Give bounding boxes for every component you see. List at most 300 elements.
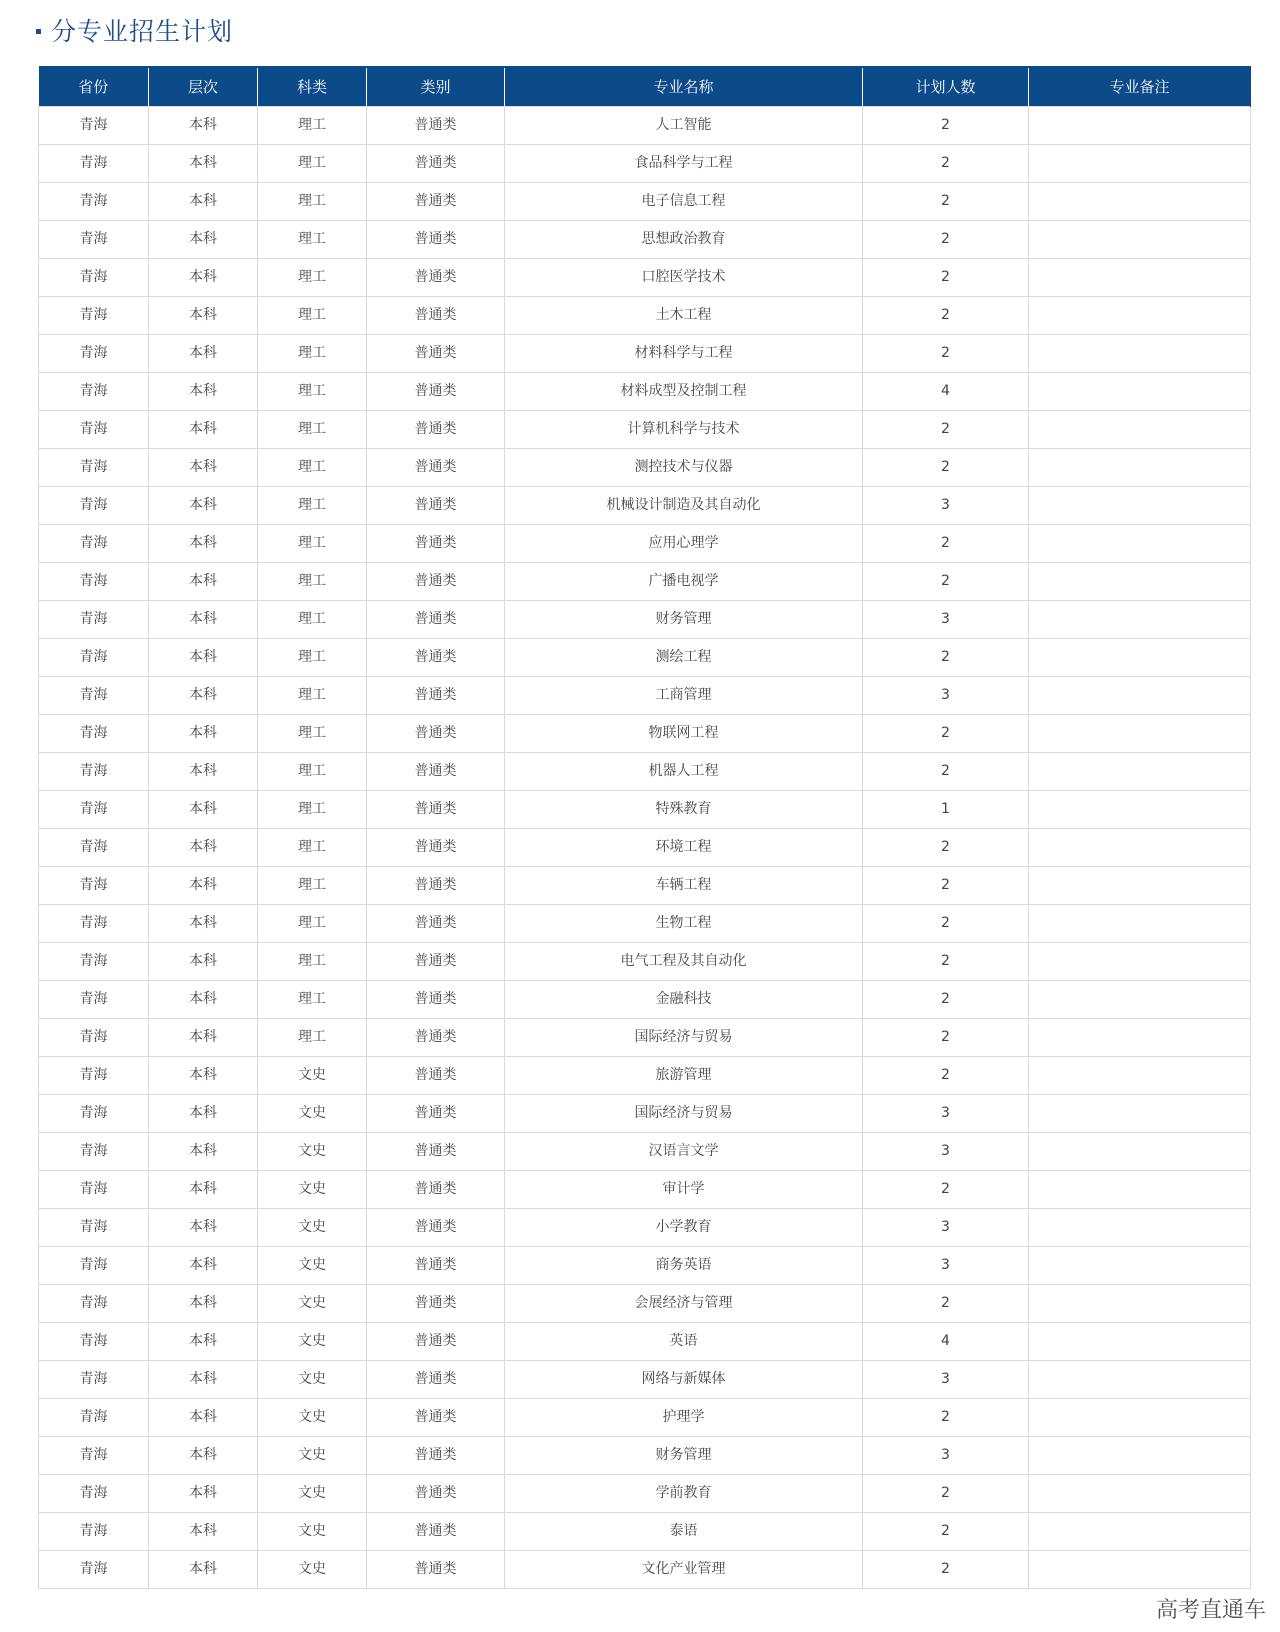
cell-level: 本科 xyxy=(149,258,258,296)
cell-province: 青海 xyxy=(39,1512,149,1550)
cell-type: 普通类 xyxy=(367,1474,505,1512)
cell-major-name: 生物工程 xyxy=(505,904,863,942)
table-row xyxy=(39,942,1251,980)
cell-major-name: 文化产业管理 xyxy=(505,1550,863,1588)
cell-major-notes xyxy=(1029,638,1251,676)
cell-level: 本科 xyxy=(149,448,258,486)
cell-major-notes xyxy=(1029,524,1251,562)
cell-major-name: 商务英语 xyxy=(505,1246,863,1284)
cell-major-notes xyxy=(1029,1512,1251,1550)
cell-province: 青海 xyxy=(39,638,149,676)
cell-major-name: 泰语 xyxy=(505,1512,863,1550)
cell-type: 普通类 xyxy=(367,600,505,638)
cell-level: 本科 xyxy=(149,372,258,410)
cell-category: 文史 xyxy=(258,1436,367,1474)
cell-type: 普通类 xyxy=(367,866,505,904)
cell-major-name: 材料科学与工程 xyxy=(505,334,863,372)
cell-major-name: 财务管理 xyxy=(505,1436,863,1474)
cell-major-notes xyxy=(1029,1056,1251,1094)
table-row xyxy=(39,410,1251,448)
cell-type: 普通类 xyxy=(367,562,505,600)
table-row xyxy=(39,448,1251,486)
cell-level: 本科 xyxy=(149,1550,258,1588)
cell-major-name: 审计学 xyxy=(505,1170,863,1208)
cell-province: 青海 xyxy=(39,980,149,1018)
cell-category: 文史 xyxy=(258,1132,367,1170)
cell-plan-count: 2 xyxy=(863,866,1029,904)
cell-major-notes xyxy=(1029,980,1251,1018)
cell-major-name: 机器人工程 xyxy=(505,752,863,790)
cell-type: 普通类 xyxy=(367,828,505,866)
cell-province: 青海 xyxy=(39,714,149,752)
cell-type: 普通类 xyxy=(367,638,505,676)
cell-province: 青海 xyxy=(39,334,149,372)
cell-category: 文史 xyxy=(258,1246,367,1284)
cell-level: 本科 xyxy=(149,714,258,752)
cell-plan-count: 2 xyxy=(863,220,1029,258)
table-row xyxy=(39,1056,1251,1094)
table-row xyxy=(39,258,1251,296)
page-title: 分专业招生计划 xyxy=(51,17,234,46)
cell-province: 青海 xyxy=(39,524,149,562)
cell-level: 本科 xyxy=(149,486,258,524)
cell-plan-count: 3 xyxy=(863,1360,1029,1398)
table-row xyxy=(39,106,1251,144)
cell-level: 本科 xyxy=(149,1436,258,1474)
cell-plan-count: 2 xyxy=(863,334,1029,372)
table-row xyxy=(39,1170,1251,1208)
cell-plan-count: 2 xyxy=(863,448,1029,486)
cell-province: 青海 xyxy=(39,220,149,258)
cell-major-notes xyxy=(1029,258,1251,296)
cell-plan-count: 2 xyxy=(863,1018,1029,1056)
cell-province: 青海 xyxy=(39,410,149,448)
cell-type: 普通类 xyxy=(367,334,505,372)
cell-major-notes xyxy=(1029,1170,1251,1208)
cell-major-name: 国际经济与贸易 xyxy=(505,1094,863,1132)
title-bullet-icon xyxy=(36,29,41,34)
cell-type: 普通类 xyxy=(367,1132,505,1170)
cell-major-notes xyxy=(1029,1550,1251,1588)
cell-category: 文史 xyxy=(258,1360,367,1398)
cell-major-name: 物联网工程 xyxy=(505,714,863,752)
cell-level: 本科 xyxy=(149,1398,258,1436)
cell-level: 本科 xyxy=(149,1322,258,1360)
table-row xyxy=(39,1398,1251,1436)
cell-plan-count: 2 xyxy=(863,258,1029,296)
header-major-name: 专业名称 xyxy=(505,67,863,106)
cell-level: 本科 xyxy=(149,866,258,904)
cell-category: 理工 xyxy=(258,144,367,182)
cell-level: 本科 xyxy=(149,1284,258,1322)
cell-category: 文史 xyxy=(258,1550,367,1588)
table-row xyxy=(39,1094,1251,1132)
cell-level: 本科 xyxy=(149,1474,258,1512)
table-row xyxy=(39,1322,1251,1360)
cell-level: 本科 xyxy=(149,1170,258,1208)
cell-plan-count: 2 xyxy=(863,1512,1029,1550)
cell-type: 普通类 xyxy=(367,1170,505,1208)
table-row xyxy=(39,1550,1251,1588)
cell-major-notes xyxy=(1029,1398,1251,1436)
cell-type: 普通类 xyxy=(367,1550,505,1588)
cell-level: 本科 xyxy=(149,182,258,220)
cell-level: 本科 xyxy=(149,638,258,676)
cell-type: 普通类 xyxy=(367,904,505,942)
cell-type: 普通类 xyxy=(367,106,505,144)
cell-province: 青海 xyxy=(39,676,149,714)
cell-category: 理工 xyxy=(258,334,367,372)
cell-level: 本科 xyxy=(149,828,258,866)
table-row xyxy=(39,334,1251,372)
cell-category: 文史 xyxy=(258,1398,367,1436)
cell-plan-count: 2 xyxy=(863,410,1029,448)
cell-plan-count: 2 xyxy=(863,1550,1029,1588)
cell-major-notes xyxy=(1029,942,1251,980)
table-row xyxy=(39,1018,1251,1056)
cell-category: 文史 xyxy=(258,1208,367,1246)
cell-type: 普通类 xyxy=(367,980,505,1018)
table-row xyxy=(39,296,1251,334)
cell-category: 理工 xyxy=(258,866,367,904)
cell-category: 理工 xyxy=(258,562,367,600)
cell-category: 文史 xyxy=(258,1512,367,1550)
cell-category: 理工 xyxy=(258,904,367,942)
cell-plan-count: 2 xyxy=(863,106,1029,144)
cell-province: 青海 xyxy=(39,1474,149,1512)
cell-plan-count: 3 xyxy=(863,486,1029,524)
cell-plan-count: 1 xyxy=(863,790,1029,828)
cell-plan-count: 2 xyxy=(863,1474,1029,1512)
table-row xyxy=(39,182,1251,220)
cell-major-notes xyxy=(1029,904,1251,942)
cell-province: 青海 xyxy=(39,486,149,524)
table-row xyxy=(39,828,1251,866)
table-body xyxy=(39,106,1251,1588)
cell-type: 普通类 xyxy=(367,524,505,562)
enrollment-plan-table xyxy=(38,66,1251,1589)
cell-province: 青海 xyxy=(39,106,149,144)
cell-province: 青海 xyxy=(39,1056,149,1094)
table-row xyxy=(39,372,1251,410)
cell-major-name: 财务管理 xyxy=(505,600,863,638)
cell-province: 青海 xyxy=(39,1132,149,1170)
cell-category: 文史 xyxy=(258,1170,367,1208)
cell-category: 文史 xyxy=(258,1474,367,1512)
cell-major-notes xyxy=(1029,220,1251,258)
cell-major-notes xyxy=(1029,410,1251,448)
cell-province: 青海 xyxy=(39,258,149,296)
cell-plan-count: 4 xyxy=(863,1322,1029,1360)
cell-major-notes xyxy=(1029,1474,1251,1512)
cell-type: 普通类 xyxy=(367,676,505,714)
cell-major-notes xyxy=(1029,676,1251,714)
table-row xyxy=(39,600,1251,638)
header-major-notes: 专业备注 xyxy=(1029,67,1251,106)
cell-major-notes xyxy=(1029,1360,1251,1398)
cell-category: 理工 xyxy=(258,486,367,524)
cell-level: 本科 xyxy=(149,1094,258,1132)
cell-level: 本科 xyxy=(149,1018,258,1056)
cell-major-name: 电气工程及其自动化 xyxy=(505,942,863,980)
cell-level: 本科 xyxy=(149,904,258,942)
header-level: 层次 xyxy=(149,67,258,106)
cell-level: 本科 xyxy=(149,524,258,562)
cell-category: 理工 xyxy=(258,942,367,980)
cell-plan-count: 2 xyxy=(863,182,1029,220)
enrollment-plan-table-container xyxy=(38,66,1250,1589)
table-header xyxy=(39,67,1251,106)
cell-plan-count: 2 xyxy=(863,714,1029,752)
cell-province: 青海 xyxy=(39,1170,149,1208)
cell-type: 普通类 xyxy=(367,296,505,334)
cell-category: 文史 xyxy=(258,1284,367,1322)
cell-major-name: 护理学 xyxy=(505,1398,863,1436)
cell-type: 普通类 xyxy=(367,1094,505,1132)
cell-province: 青海 xyxy=(39,1360,149,1398)
cell-major-name: 计算机科学与技术 xyxy=(505,410,863,448)
table-row xyxy=(39,1284,1251,1322)
cell-major-name: 环境工程 xyxy=(505,828,863,866)
cell-level: 本科 xyxy=(149,600,258,638)
table-row xyxy=(39,1474,1251,1512)
cell-plan-count: 3 xyxy=(863,1436,1029,1474)
cell-type: 普通类 xyxy=(367,790,505,828)
cell-type: 普通类 xyxy=(367,410,505,448)
cell-major-notes xyxy=(1029,1132,1251,1170)
cell-plan-count: 2 xyxy=(863,1170,1029,1208)
cell-level: 本科 xyxy=(149,1056,258,1094)
cell-level: 本科 xyxy=(149,334,258,372)
table-row xyxy=(39,1208,1251,1246)
cell-province: 青海 xyxy=(39,182,149,220)
cell-level: 本科 xyxy=(149,1246,258,1284)
cell-major-notes xyxy=(1029,866,1251,904)
cell-category: 理工 xyxy=(258,258,367,296)
cell-province: 青海 xyxy=(39,904,149,942)
cell-province: 青海 xyxy=(39,144,149,182)
cell-level: 本科 xyxy=(149,1512,258,1550)
table-row xyxy=(39,220,1251,258)
cell-major-notes xyxy=(1029,562,1251,600)
cell-major-notes xyxy=(1029,714,1251,752)
cell-major-name: 特殊教育 xyxy=(505,790,863,828)
table-row xyxy=(39,144,1251,182)
cell-major-notes xyxy=(1029,334,1251,372)
cell-category: 理工 xyxy=(258,182,367,220)
table-row xyxy=(39,562,1251,600)
cell-major-name: 学前教育 xyxy=(505,1474,863,1512)
table-row xyxy=(39,866,1251,904)
cell-category: 理工 xyxy=(258,448,367,486)
cell-major-name: 材料成型及控制工程 xyxy=(505,372,863,410)
cell-province: 青海 xyxy=(39,942,149,980)
cell-type: 普通类 xyxy=(367,372,505,410)
cell-major-name: 食品科学与工程 xyxy=(505,144,863,182)
cell-major-notes xyxy=(1029,372,1251,410)
cell-level: 本科 xyxy=(149,220,258,258)
cell-category: 理工 xyxy=(258,714,367,752)
cell-major-name: 金融科技 xyxy=(505,980,863,1018)
cell-type: 普通类 xyxy=(367,1360,505,1398)
table-row xyxy=(39,638,1251,676)
cell-province: 青海 xyxy=(39,600,149,638)
cell-level: 本科 xyxy=(149,410,258,448)
cell-type: 普通类 xyxy=(367,220,505,258)
cell-major-name: 测控技术与仪器 xyxy=(505,448,863,486)
cell-type: 普通类 xyxy=(367,1056,505,1094)
cell-category: 理工 xyxy=(258,600,367,638)
cell-major-notes xyxy=(1029,600,1251,638)
cell-level: 本科 xyxy=(149,1132,258,1170)
cell-major-notes xyxy=(1029,1284,1251,1322)
cell-level: 本科 xyxy=(149,1360,258,1398)
cell-major-notes xyxy=(1029,106,1251,144)
cell-major-notes xyxy=(1029,1018,1251,1056)
cell-type: 普通类 xyxy=(367,1246,505,1284)
cell-category: 理工 xyxy=(258,106,367,144)
cell-plan-count: 3 xyxy=(863,1094,1029,1132)
cell-plan-count: 3 xyxy=(863,1246,1029,1284)
cell-major-name: 电子信息工程 xyxy=(505,182,863,220)
cell-plan-count: 2 xyxy=(863,904,1029,942)
cell-level: 本科 xyxy=(149,942,258,980)
cell-plan-count: 4 xyxy=(863,372,1029,410)
cell-category: 理工 xyxy=(258,410,367,448)
cell-major-notes xyxy=(1029,448,1251,486)
cell-province: 青海 xyxy=(39,1018,149,1056)
cell-category: 理工 xyxy=(258,1018,367,1056)
cell-type: 普通类 xyxy=(367,1018,505,1056)
cell-province: 青海 xyxy=(39,1284,149,1322)
cell-major-notes xyxy=(1029,1436,1251,1474)
cell-type: 普通类 xyxy=(367,144,505,182)
cell-major-notes xyxy=(1029,182,1251,220)
cell-major-notes xyxy=(1029,1094,1251,1132)
cell-type: 普通类 xyxy=(367,942,505,980)
cell-type: 普通类 xyxy=(367,1512,505,1550)
cell-plan-count: 2 xyxy=(863,1284,1029,1322)
cell-plan-count: 2 xyxy=(863,296,1029,334)
cell-major-name: 国际经济与贸易 xyxy=(505,1018,863,1056)
cell-major-name: 网络与新媒体 xyxy=(505,1360,863,1398)
table-row xyxy=(39,752,1251,790)
cell-major-notes xyxy=(1029,144,1251,182)
cell-province: 青海 xyxy=(39,1322,149,1360)
cell-plan-count: 3 xyxy=(863,1208,1029,1246)
cell-category: 理工 xyxy=(258,638,367,676)
cell-level: 本科 xyxy=(149,106,258,144)
cell-province: 青海 xyxy=(39,448,149,486)
cell-level: 本科 xyxy=(149,144,258,182)
table-row xyxy=(39,1360,1251,1398)
cell-major-notes xyxy=(1029,486,1251,524)
cell-category: 理工 xyxy=(258,524,367,562)
cell-category: 理工 xyxy=(258,676,367,714)
cell-plan-count: 2 xyxy=(863,562,1029,600)
cell-province: 青海 xyxy=(39,372,149,410)
cell-province: 青海 xyxy=(39,1398,149,1436)
cell-plan-count: 2 xyxy=(863,828,1029,866)
cell-major-name: 思想政治教育 xyxy=(505,220,863,258)
table-row xyxy=(39,1436,1251,1474)
cell-major-name: 应用心理学 xyxy=(505,524,863,562)
cell-level: 本科 xyxy=(149,752,258,790)
cell-type: 普通类 xyxy=(367,182,505,220)
cell-major-name: 会展经济与管理 xyxy=(505,1284,863,1322)
cell-major-name: 土木工程 xyxy=(505,296,863,334)
table-row xyxy=(39,1246,1251,1284)
cell-major-name: 机械设计制造及其自动化 xyxy=(505,486,863,524)
cell-category: 理工 xyxy=(258,372,367,410)
cell-plan-count: 2 xyxy=(863,1398,1029,1436)
cell-province: 青海 xyxy=(39,1436,149,1474)
cell-major-name: 汉语言文学 xyxy=(505,1132,863,1170)
cell-province: 青海 xyxy=(39,828,149,866)
cell-major-name: 人工智能 xyxy=(505,106,863,144)
cell-province: 青海 xyxy=(39,1550,149,1588)
cell-major-name: 广播电视学 xyxy=(505,562,863,600)
cell-type: 普通类 xyxy=(367,1322,505,1360)
cell-type: 普通类 xyxy=(367,1284,505,1322)
table-row xyxy=(39,1132,1251,1170)
cell-major-notes xyxy=(1029,1208,1251,1246)
cell-type: 普通类 xyxy=(367,258,505,296)
table-row xyxy=(39,676,1251,714)
cell-plan-count: 2 xyxy=(863,638,1029,676)
cell-plan-count: 3 xyxy=(863,676,1029,714)
header-province: 省份 xyxy=(39,67,149,106)
cell-plan-count: 2 xyxy=(863,1056,1029,1094)
cell-province: 青海 xyxy=(39,562,149,600)
cell-major-name: 英语 xyxy=(505,1322,863,1360)
cell-category: 文史 xyxy=(258,1056,367,1094)
cell-category: 理工 xyxy=(258,980,367,1018)
cell-plan-count: 3 xyxy=(863,1132,1029,1170)
cell-level: 本科 xyxy=(149,980,258,1018)
watermark: 高考直通车 xyxy=(1155,1598,1266,1623)
cell-major-name: 口腔医学技术 xyxy=(505,258,863,296)
section-title xyxy=(36,10,233,50)
cell-plan-count: 2 xyxy=(863,942,1029,980)
table-row xyxy=(39,714,1251,752)
cell-major-name: 测绘工程 xyxy=(505,638,863,676)
cell-major-notes xyxy=(1029,790,1251,828)
cell-category: 理工 xyxy=(258,220,367,258)
cell-level: 本科 xyxy=(149,676,258,714)
cell-major-notes xyxy=(1029,1246,1251,1284)
table-row xyxy=(39,790,1251,828)
cell-category: 理工 xyxy=(258,296,367,334)
cell-type: 普通类 xyxy=(367,1436,505,1474)
header-category: 科类 xyxy=(258,67,367,106)
cell-plan-count: 2 xyxy=(863,144,1029,182)
cell-province: 青海 xyxy=(39,1094,149,1132)
cell-type: 普通类 xyxy=(367,714,505,752)
cell-plan-count: 2 xyxy=(863,980,1029,1018)
cell-plan-count: 3 xyxy=(863,600,1029,638)
cell-level: 本科 xyxy=(149,1208,258,1246)
cell-province: 青海 xyxy=(39,1246,149,1284)
cell-type: 普通类 xyxy=(367,1398,505,1436)
cell-category: 文史 xyxy=(258,1322,367,1360)
cell-province: 青海 xyxy=(39,790,149,828)
table-row xyxy=(39,486,1251,524)
header-row xyxy=(39,67,1251,106)
cell-category: 文史 xyxy=(258,1094,367,1132)
cell-major-name: 工商管理 xyxy=(505,676,863,714)
header-type: 类别 xyxy=(367,67,505,106)
